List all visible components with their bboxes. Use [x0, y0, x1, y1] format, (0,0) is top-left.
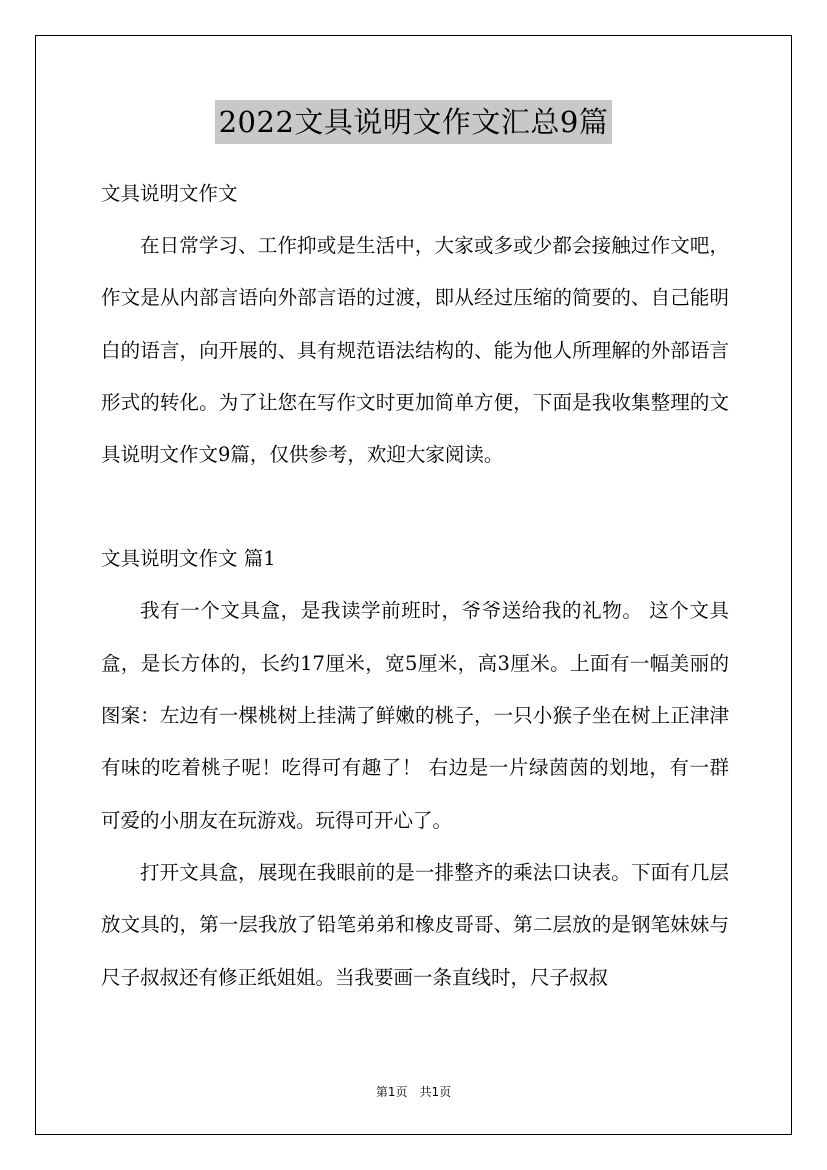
document-title: 2022文具说明文作文汇总9篇 — [215, 100, 613, 144]
section-heading: 文具说明文作文 篇1 — [101, 547, 276, 571]
page-footer: 第1页 共1页 — [375, 1085, 452, 1099]
section-gap — [101, 481, 729, 533]
title-container — [0, 100, 827, 144]
intro-heading: 文具说明文作文 — [101, 182, 238, 205]
intro-paragraph: 在日常学习、工作抑或是生活中，大家或多或少都会接触过作文吧，作文是从内部言语向外部言语的过渡，即从经过压缩的简要的、自己能明白的语言，向开展的、具有规范语法结构的、能为他人所理解的外部语言形式的转化。为了让您在写作文时更加简单方便，下面是我收集整理的文具说明文作文9篇，仅供参考，欢迎大家阅读。 — [101, 234, 729, 467]
section-paragraph-1: 我有一个文具盒，是我读学前班时，爷爷送给我的礼物。 这个文具盒，是长方体的，长约17厘米，宽5厘米，高3厘米。上面有一幅美丽的图案：左边有一棵桃树上挂满了鲜嫩的桃子，一只小猴子坐在树上正津津有味的吃着桃子呢！吃得可有趣了！ 右边是一片绿茵茵的划地，有一群可爱的小朋友在玩游戏。玩得可开心了。 — [101, 599, 729, 832]
document-body — [101, 168, 729, 1004]
section-paragraph-2: 打开文具盒，展现在我眼前的是一排整齐的乘法口诀表。下面有几层放文具的，第一层我放了铅笔弟弟和橡皮哥哥、第二层放的是钢笔妹妹与尺子叔叔还有修正纸姐姐。当我要画一条直线时，尺子叔叔 — [101, 860, 729, 989]
